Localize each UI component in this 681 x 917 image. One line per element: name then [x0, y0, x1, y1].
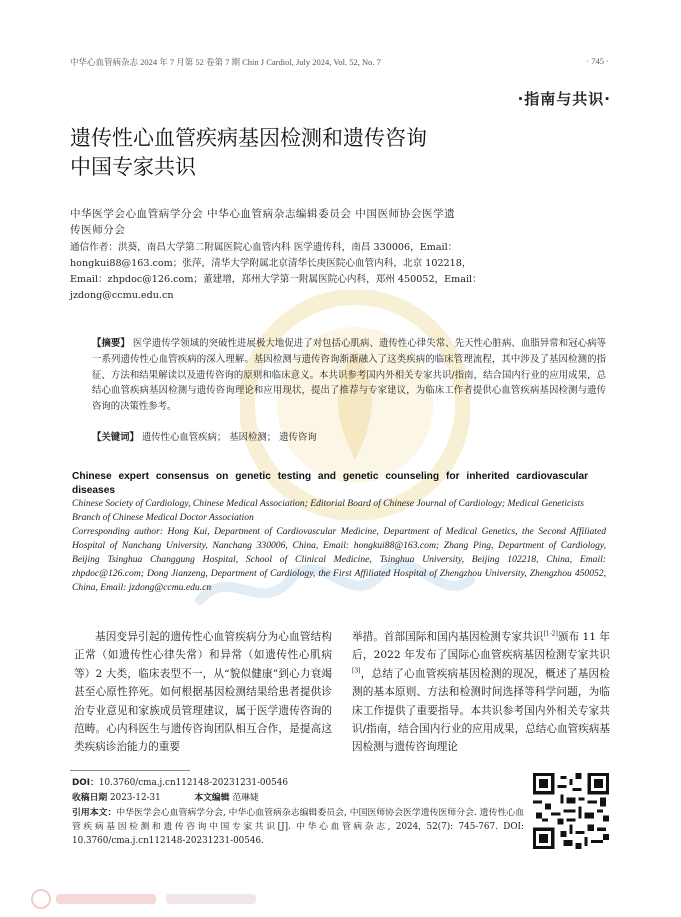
doi-label: DOI：: [72, 778, 99, 788]
citation-text: 中华医学会心血管病学分会, 中华心血管病杂志编辑委员会, 中国医师协会医学遗传医师分会. 遗传性心血管疾病基因检测和遗传咨询中国专家共识[J]. 中华心血管病杂志, 2024, 52(7): 745-767. DOI: 10.3760/cma.j.cn112148-20231231-00546.: [72, 808, 524, 846]
keywords-cn: [92, 430, 606, 445]
body-column-right: [352, 628, 610, 757]
citation-label: 引用本文：: [72, 808, 117, 818]
author-line-1: 中华医学会心血管病学分会 中华心血管病杂志编辑委员会 中国医师协会医学遗: [70, 208, 456, 220]
abstract-text: 医学遗传学领域的突破性进展极大地促进了对包括心肌病、遗传性心律失常、先天性心脏病、血脂异常和冠心病等一系列遗传性心血管疾病的深入理解。基因检测与遗传咨询渐渐融入了这类疾病的临床管理流程，其中涉及了基因检测的指征、方法和结果解读以及遗传咨询的原则和临床意义。本共识参考国内外相关专家共识/指南，结合国内行业的应用成果，总结心血管疾病基因检测与遗传咨询理论和应用现状，提出了推荐与专家建议，为临床工作者提供心血管疾病基因检测与遗传咨询的决策性参考。: [92, 338, 606, 413]
publisher-logo-icon: [30, 888, 270, 910]
body-right-part-c: ，总结了心血管疾病基因检测的现况，概述了基因检测的基本原则、方法和检测时间选择等科学问题，为临床工作提供了重要指导。本共识参考国内外相关专家共识/指南，结合国内行业的应用成果，总结心血管疾病基因检测与遗传咨询理论: [352, 667, 610, 754]
received-label: 收稿日期: [72, 793, 108, 803]
citation-block: [72, 806, 524, 848]
citation-ref-2: [3]: [352, 667, 361, 675]
author-block: [70, 206, 610, 238]
page-number: · 745 ·: [586, 56, 609, 66]
correspondence-line-1: 通信作者：洪葵，南昌大学第二附属医院心血管内科 医学遗传科，南昌 330006，Email：: [70, 242, 458, 253]
author-line-2: 传医师分会: [70, 224, 126, 236]
footnote-divider: [70, 770, 190, 771]
qr-code-icon: [533, 773, 609, 849]
correspondence-line-4: jzdong@ccmu.edu.cn: [70, 290, 174, 301]
correspondence-line-2: hongkui88@163.com；张萍，清华大学附属北京清华长庚医院心血管内科，北京 102218，: [70, 258, 472, 269]
editor-label: 本文编辑: [194, 793, 230, 803]
received-date: 2023-12-31: [107, 793, 161, 803]
keywords-text: 遗传性心血管疾病； 基因检测； 遗传咨询: [138, 432, 317, 443]
body-column-left: 基因变异引起的遗传性心血管疾病分为心血管结构正常（如遗传性心律失常）和异常（如遗传性心肌病等）2 大类，临床表型不一，从“貌似健康”到心力衰竭甚至心原性猝死。如何根据基因检测结果给患者提供诊治专业意见和家族成员管理建议，属于医学遗传咨询的范畴。心内科医生与遗传咨询团队相互合作，是提高这类疾病诊治能力的重要: [74, 631, 332, 754]
english-correspondence: Corresponding author: Hong Kui, Department of Cardiovascular Medicine, Department of Medical Genetics, the Second Affiliated Hospital of Nanchang University, Nanchang 330006, China, Email: hongkui88@163.com; Zhang Ping, Department of Cardiology, Beijing Tsinghua Changgung Hospital, School of Clinical Medicine, Tsinghua University, Beijing 102218, China, Email: zhpdoc@126.com; Dong Jianzeng, Department of Cardiology, the First Affiliated Hospital of Zhengzhou University, Zhengzhou 450052, China, Email: jzdong@ccmu.edu.cn: [72, 526, 606, 594]
doi-value: 10.3760/cma.j.cn112148-20231231-00546: [98, 778, 288, 788]
abstract-label: 【摘要】: [92, 338, 130, 349]
section-label: ·指南与共识·: [517, 90, 611, 108]
body-right-part-a: 举措。首部国际和国内基因检测专家共识: [352, 631, 544, 643]
abstract-cn: [92, 336, 606, 415]
running-header: 中华心血管病杂志 2024 年 7 月第 52 卷第 7 期 Chin J Cardiol, July 2024, Vol. 52, No. 7: [70, 57, 381, 67]
correspondence-line-3: Email：zhpdoc@126.com；董建增，郑州大学第一附属医院心内科，郑州 450052，Email：: [70, 274, 482, 285]
citation-ref-1: [1-2]: [543, 630, 558, 638]
editor-name: 范琳婕: [229, 793, 259, 803]
keywords-label: 【关键词】: [92, 432, 139, 443]
english-authors: Chinese Society of Cardiology, Chinese Medical Association; Editorial Board of Chinese Journal of Cardiology; Medical Geneticists Branch of Chinese Medical Doctor Association: [72, 498, 584, 523]
page-title: [70, 124, 630, 182]
english-title: Chinese expert consensus on genetic testing and genetic counseling for inherited cardiovascular diseases: [72, 471, 589, 496]
title-line-2: 中国专家共识: [70, 155, 196, 179]
correspondence-block: [70, 240, 610, 304]
dates-line: [72, 791, 259, 805]
doi-line: [72, 776, 288, 790]
title-line-1: 遗传性心血管疾病基因检测和遗传咨询: [70, 126, 427, 150]
body-right-part-b: 颁布 11 年后，2022 年发布了国际心血管疾病基因检测专家共识: [352, 631, 611, 662]
